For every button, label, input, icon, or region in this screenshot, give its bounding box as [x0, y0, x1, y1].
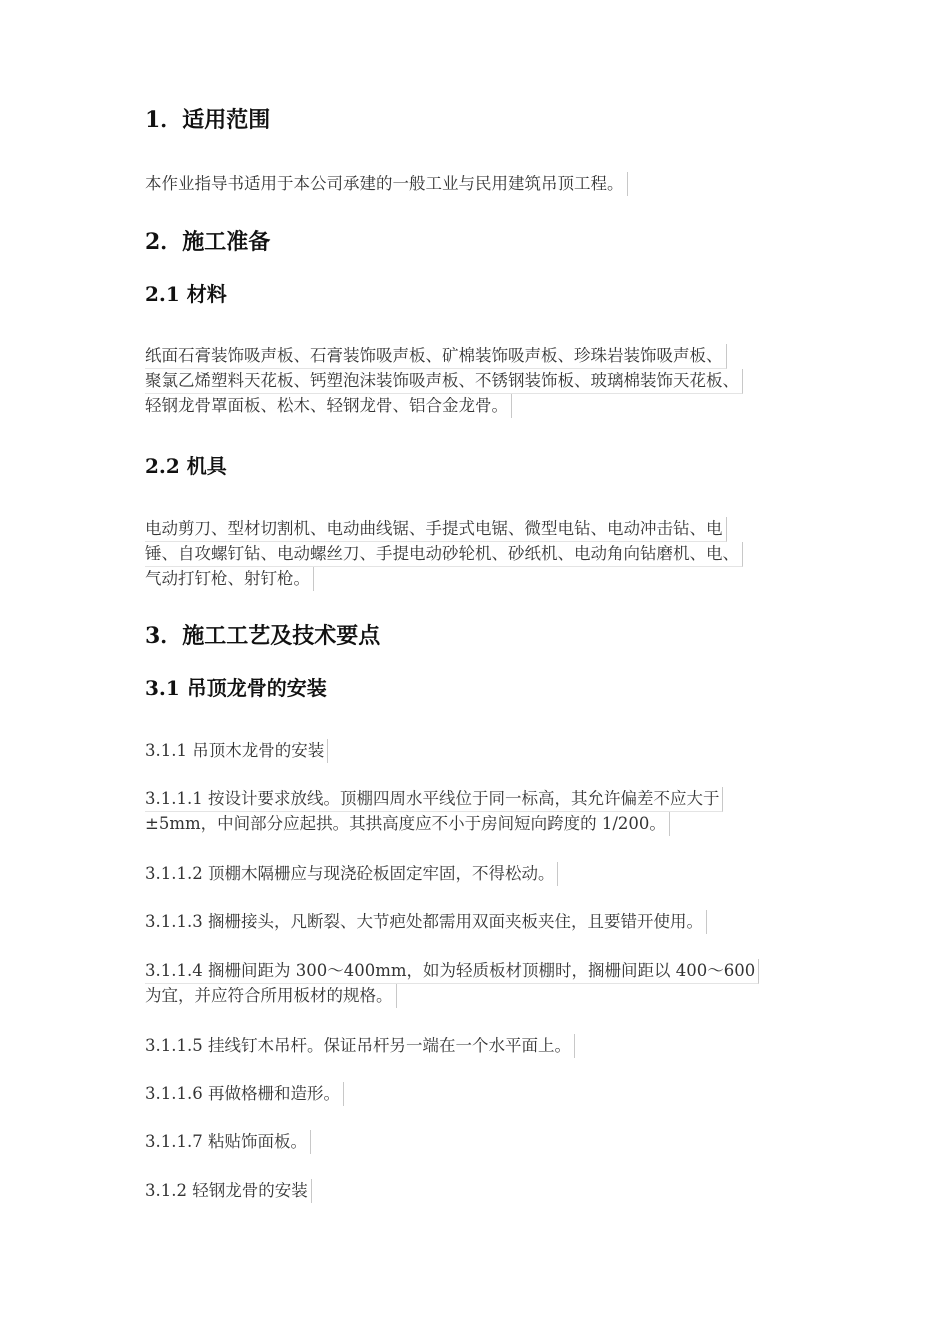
section-1-heading: 1．适用范围 [145, 107, 271, 133]
paragraph-line: 3.1.1 吊顶木龙骨的安装 [145, 739, 328, 763]
paragraph-line: 电动剪刀、型材切割机、电动曲线锯、手提式电锯、微型电钻、电动冲击钻、电 [145, 517, 727, 542]
section-3-1-heading: 3.1 吊顶龙骨的安装 [145, 676, 327, 700]
paragraph-line: 3.1.2 轻钢龙骨的安装 [145, 1179, 312, 1203]
section-2-2-heading: 2.2 机具 [145, 454, 227, 478]
clause-3-1-1-1 [145, 787, 723, 836]
paragraph-line: 本作业指导书适用于本公司承建的一般工业与民用建筑吊顶工程。 [145, 172, 628, 196]
section-2-heading: 2．施工准备 [145, 229, 271, 255]
paragraph-line: ±5mm，中间部分应起拱。其拱高度应不小于房间短向跨度的 1/200。 [145, 812, 670, 836]
paragraph-line: 3.1.1.4 搁栅间距为 300～400mm，如为轻质板材顶棚时，搁栅间距以 400～600 [145, 959, 759, 984]
section-3-heading: 3．施工工艺及技术要点 [145, 623, 381, 649]
clause-3-1-1-4 [145, 959, 759, 1008]
section-2-1-paragraph [145, 344, 743, 418]
paragraph-line: 3.1.1.1 按设计要求放线。顶棚四周水平线位于同一标高，其允许偏差不应大于 [145, 787, 723, 812]
paragraph-line: 3.1.1.6 再做格栅和造形。 [145, 1082, 344, 1106]
paragraph-line: 轻钢龙骨罩面板、松木、轻钢龙骨、铝合金龙骨。 [145, 394, 512, 418]
paragraph-line: 3.1.1.7 粘贴饰面板。 [145, 1130, 311, 1154]
paragraph-line: 纸面石膏装饰吸声板、石膏装饰吸声板、矿棉装饰吸声板、珍珠岩装饰吸声板、 [145, 344, 727, 369]
clause-3-1-1-3 [145, 910, 707, 934]
paragraph-line: 聚氯乙烯塑料天花板、钙塑泡沫装饰吸声板、不锈钢装饰板、玻璃棉装饰天花板、 [145, 369, 743, 394]
paragraph-line: 为宜，并应符合所用板材的规格。 [145, 984, 397, 1008]
section-2-2-paragraph [145, 517, 743, 591]
section-2-1-heading: 2.1 材料 [145, 282, 227, 306]
clause-3-1-2 [145, 1179, 312, 1203]
paragraph-line: 3.1.1.5 挂线钉木吊杆。保证吊杆另一端在一个水平面上。 [145, 1034, 575, 1058]
paragraph-line: 气动打钉枪、射钉枪。 [145, 567, 314, 591]
paragraph-line: 锤、自攻螺钉钻、电动螺丝刀、手提电动砂轮机、砂纸机、电动角向钻磨机、电、 [145, 542, 743, 567]
paragraph-line: 3.1.1.3 搁栅接头，凡断裂、大节疤处都需用双面夹板夹住，且要错开使用。 [145, 910, 707, 934]
paragraph-line: 3.1.1.2 顶棚木隔栅应与现浇砼板固定牢固，不得松动。 [145, 862, 558, 886]
clause-3-1-1-7 [145, 1130, 311, 1154]
clause-3-1-1-5 [145, 1034, 575, 1058]
clause-3-1-1-2 [145, 862, 558, 886]
clause-3-1-1 [145, 739, 328, 763]
section-1-paragraph [145, 172, 628, 196]
clause-3-1-1-6 [145, 1082, 344, 1106]
